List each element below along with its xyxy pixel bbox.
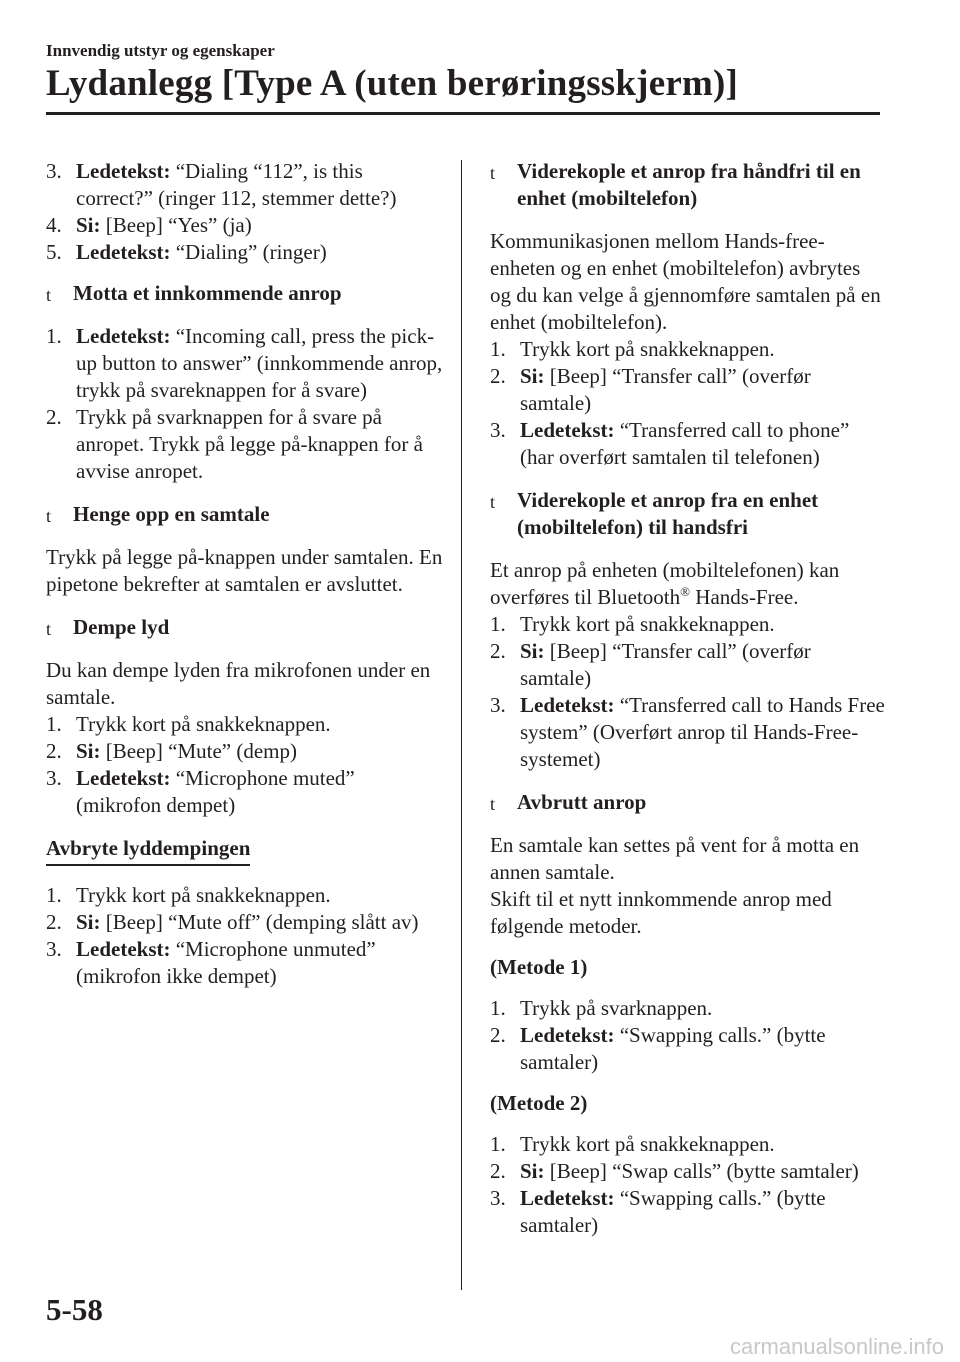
prompt-label: Si: bbox=[520, 639, 545, 663]
list-item bbox=[490, 363, 886, 417]
item-text: [Beep] “Mute off” (demping slått av) bbox=[100, 910, 419, 934]
list-number: 2. bbox=[490, 639, 506, 663]
item-text: [Beep] “Mute” (demp) bbox=[100, 739, 298, 763]
list-number: 4. bbox=[46, 213, 62, 237]
list-number: 1. bbox=[46, 324, 62, 348]
list-item-text bbox=[76, 765, 444, 819]
section-marker-icon: t bbox=[46, 285, 52, 305]
transfer-to-phone-paragraph: Kommunikasjonen mellom Hands-free-enheten og en enhet (mobiltelefon) avbrytes og du kan velge å gjennomføre samtalen på en enhet (mobiltelefon). bbox=[490, 229, 881, 334]
list-item bbox=[490, 692, 886, 773]
list-item-text bbox=[76, 212, 444, 239]
list-item-text bbox=[76, 909, 444, 936]
section-marker-icon: t bbox=[46, 619, 52, 639]
section-marker-icon: t bbox=[490, 794, 496, 814]
list-item bbox=[46, 909, 444, 936]
hangup-paragraph: Trykk på legge på-knappen under samtalen. En pipetone bekrefter at samtalen er avsluttet. bbox=[46, 545, 443, 596]
list-item bbox=[46, 158, 444, 212]
item-text: Trykk kort på snakkeknappen. bbox=[520, 1132, 775, 1156]
item-text: “Microphone muted” (mikrofon dempet) bbox=[76, 766, 355, 817]
header-rule bbox=[46, 112, 880, 115]
list-item-text bbox=[520, 638, 886, 692]
list-item-text bbox=[520, 1185, 886, 1239]
heading-text: Motta et innkommende anrop bbox=[73, 281, 342, 305]
list-item-text bbox=[76, 158, 444, 212]
item-text: “Swapping calls.” (bytte samtaler) bbox=[520, 1023, 826, 1074]
list-item-text bbox=[520, 1131, 886, 1158]
section-heading-transfer-to-phone bbox=[490, 158, 886, 212]
item-text: Trykk kort på snakkeknappen. bbox=[76, 883, 331, 907]
list-number: 2. bbox=[490, 364, 506, 388]
list-item-text bbox=[520, 1022, 886, 1076]
method-1-steps bbox=[490, 995, 886, 1076]
list-item bbox=[46, 738, 444, 765]
section-marker-icon: t bbox=[46, 506, 52, 526]
section-marker-icon: t bbox=[490, 163, 496, 183]
list-item-text bbox=[520, 336, 886, 363]
list-number: 5. bbox=[46, 240, 62, 264]
transfer-to-handsfree-paragraph bbox=[490, 557, 886, 611]
registered-mark: ® bbox=[680, 584, 691, 599]
section-heading-hangup bbox=[46, 501, 444, 528]
item-text: [Beep] “Swap calls” (bytte samtaler) bbox=[544, 1159, 859, 1183]
page-header bbox=[46, 40, 880, 115]
list-item-text bbox=[520, 611, 886, 638]
list-item bbox=[46, 323, 444, 404]
list-item bbox=[490, 1131, 886, 1158]
prompt-label: Ledetekst: bbox=[76, 937, 171, 961]
list-item-text bbox=[520, 995, 886, 1022]
mute-paragraph: Du kan dempe lyden fra mikrofonen under en samtale. bbox=[46, 658, 431, 709]
list-item bbox=[46, 936, 444, 990]
item-text: “Incoming call, press the pick-up button to answer” (innkommende anrop, trykk på svareknappen for å svare) bbox=[76, 324, 443, 402]
prompt-label: Si: bbox=[76, 213, 101, 237]
list-number: 1. bbox=[46, 883, 62, 907]
transfer-to-handsfree-steps bbox=[490, 611, 886, 773]
dialing-steps bbox=[46, 158, 444, 266]
item-text: Trykk på svarknappen. bbox=[520, 996, 713, 1020]
item-text: Trykk kort på snakkeknappen. bbox=[76, 712, 331, 736]
list-item bbox=[490, 638, 886, 692]
prompt-label: Ledetekst: bbox=[76, 159, 171, 183]
subheading-unmute: Avbryte lyddempingen bbox=[46, 835, 250, 866]
list-item-text bbox=[76, 738, 444, 765]
list-number: 2. bbox=[46, 910, 62, 934]
call-waiting-paragraph-2: Skift til et nytt innkommende anrop med følgende metoder. bbox=[490, 887, 832, 938]
transfer-to-phone-steps bbox=[490, 336, 886, 471]
list-item-text bbox=[520, 363, 886, 417]
item-text: “Transferred call to phone” (har overført samtalen til telefonen) bbox=[520, 418, 850, 469]
call-waiting-paragraph-1: En samtale kan settes på vent for å motta en annen samtale. bbox=[490, 833, 860, 884]
list-item bbox=[490, 417, 886, 471]
list-item bbox=[46, 882, 444, 909]
prompt-label: Si: bbox=[520, 364, 545, 388]
list-item-text bbox=[76, 882, 444, 909]
section-heading-call-waiting bbox=[490, 789, 886, 816]
heading-text: Henge opp en samtale bbox=[73, 502, 270, 526]
prompt-label: Ledetekst: bbox=[520, 1186, 615, 1210]
item-text: “Transferred call to Hands Free system” (Overført anrop til Hands-Free-systemet) bbox=[520, 693, 885, 771]
list-item-text bbox=[520, 417, 886, 471]
prompt-label: Si: bbox=[76, 910, 101, 934]
list-item bbox=[490, 995, 886, 1022]
list-item bbox=[490, 1185, 886, 1239]
prompt-label: Ledetekst: bbox=[76, 240, 171, 264]
column-divider bbox=[461, 160, 462, 1290]
prompt-label: Si: bbox=[520, 1159, 545, 1183]
heading-text: Viderekople et anrop fra håndfri til en enhet (mobiltelefon) bbox=[517, 159, 861, 210]
list-item-text bbox=[76, 323, 444, 404]
list-number: 2. bbox=[490, 1159, 506, 1183]
heading-text: Viderekople et anrop fra en enhet (mobiltelefon) til handsfri bbox=[517, 488, 819, 539]
mute-steps bbox=[46, 711, 444, 819]
prompt-label: Ledetekst: bbox=[520, 693, 615, 717]
heading-text: Avbrutt anrop bbox=[517, 790, 647, 814]
item-text: Trykk kort på snakkeknappen. bbox=[520, 337, 775, 361]
item-text: “Dialing” (ringer) bbox=[170, 240, 327, 264]
paragraph-text-end: Hands-Free. bbox=[690, 585, 799, 609]
list-number: 3. bbox=[490, 1186, 506, 1210]
list-number: 3. bbox=[46, 766, 62, 790]
unmute-steps bbox=[46, 882, 444, 990]
method-1-label: (Metode 1) bbox=[490, 955, 588, 979]
list-number: 3. bbox=[46, 159, 62, 183]
prompt-label: Ledetekst: bbox=[520, 418, 615, 442]
item-text: “Dialing “112”, is this correct?” (ringer 112, stemmer dette?) bbox=[76, 159, 397, 210]
prompt-label: Ledetekst: bbox=[520, 1023, 615, 1047]
list-number: 1. bbox=[490, 1132, 506, 1156]
list-number: 2. bbox=[490, 1023, 506, 1047]
left-column bbox=[46, 158, 444, 990]
item-text: [Beep] “Transfer call” (overfør samtale) bbox=[520, 639, 811, 690]
chapter-label: Innvendig utstyr og egenskaper bbox=[46, 41, 275, 60]
item-text: Trykk på svarknappen for å svare på anropet. Trykk på legge på-knappen for å avvise anropet. bbox=[76, 405, 423, 483]
method-2-label: (Metode 2) bbox=[490, 1091, 588, 1115]
list-number: 2. bbox=[46, 405, 62, 429]
section-heading-incoming bbox=[46, 280, 444, 307]
list-item bbox=[46, 239, 444, 266]
list-item bbox=[490, 1158, 886, 1185]
paragraph-text: Et anrop på enheten (mobiltelefonen) kan overføres til Bluetooth bbox=[490, 558, 840, 609]
right-column bbox=[490, 158, 886, 1239]
item-text: “Swapping calls.” (bytte samtaler) bbox=[520, 1186, 826, 1237]
prompt-label: Si: bbox=[76, 739, 101, 763]
list-number: 1. bbox=[490, 337, 506, 361]
list-number: 3. bbox=[490, 693, 506, 717]
prompt-label: Ledetekst: bbox=[76, 766, 171, 790]
item-text: Trykk kort på snakkeknappen. bbox=[520, 612, 775, 636]
section-marker-icon: t bbox=[490, 492, 496, 512]
list-item bbox=[490, 336, 886, 363]
list-item bbox=[46, 404, 444, 485]
item-text: [Beep] “Transfer call” (overfør samtale) bbox=[520, 364, 811, 415]
item-text: “Microphone unmuted” (mikrofon ikke dempet) bbox=[76, 937, 376, 988]
prompt-label: Ledetekst: bbox=[76, 324, 171, 348]
list-number: 2. bbox=[46, 739, 62, 763]
page-title: Lydanlegg [Type A (uten berøringsskjerm)] bbox=[46, 63, 739, 104]
section-heading-mute bbox=[46, 614, 444, 641]
page-number: 5-58 bbox=[46, 1292, 103, 1327]
list-item-text bbox=[76, 711, 444, 738]
section-heading-transfer-to-handsfree bbox=[490, 487, 886, 541]
list-item-text bbox=[520, 692, 886, 773]
list-item-text bbox=[76, 239, 444, 266]
watermark: carmanualsonline.info bbox=[729, 1334, 944, 1359]
list-item-text bbox=[520, 1158, 886, 1185]
item-text: [Beep] “Yes” (ja) bbox=[100, 213, 252, 237]
list-number: 3. bbox=[490, 418, 506, 442]
list-number: 1. bbox=[490, 612, 506, 636]
list-number: 3. bbox=[46, 937, 62, 961]
list-item bbox=[46, 711, 444, 738]
list-item-text bbox=[76, 936, 444, 990]
heading-text: Dempe lyd bbox=[73, 615, 170, 639]
list-number: 1. bbox=[46, 712, 62, 736]
list-number: 1. bbox=[490, 996, 506, 1020]
incoming-steps bbox=[46, 323, 444, 485]
list-item bbox=[490, 1022, 886, 1076]
list-item bbox=[46, 212, 444, 239]
list-item-text bbox=[76, 404, 444, 485]
list-item bbox=[46, 765, 444, 819]
list-item bbox=[490, 611, 886, 638]
method-2-steps bbox=[490, 1131, 886, 1239]
